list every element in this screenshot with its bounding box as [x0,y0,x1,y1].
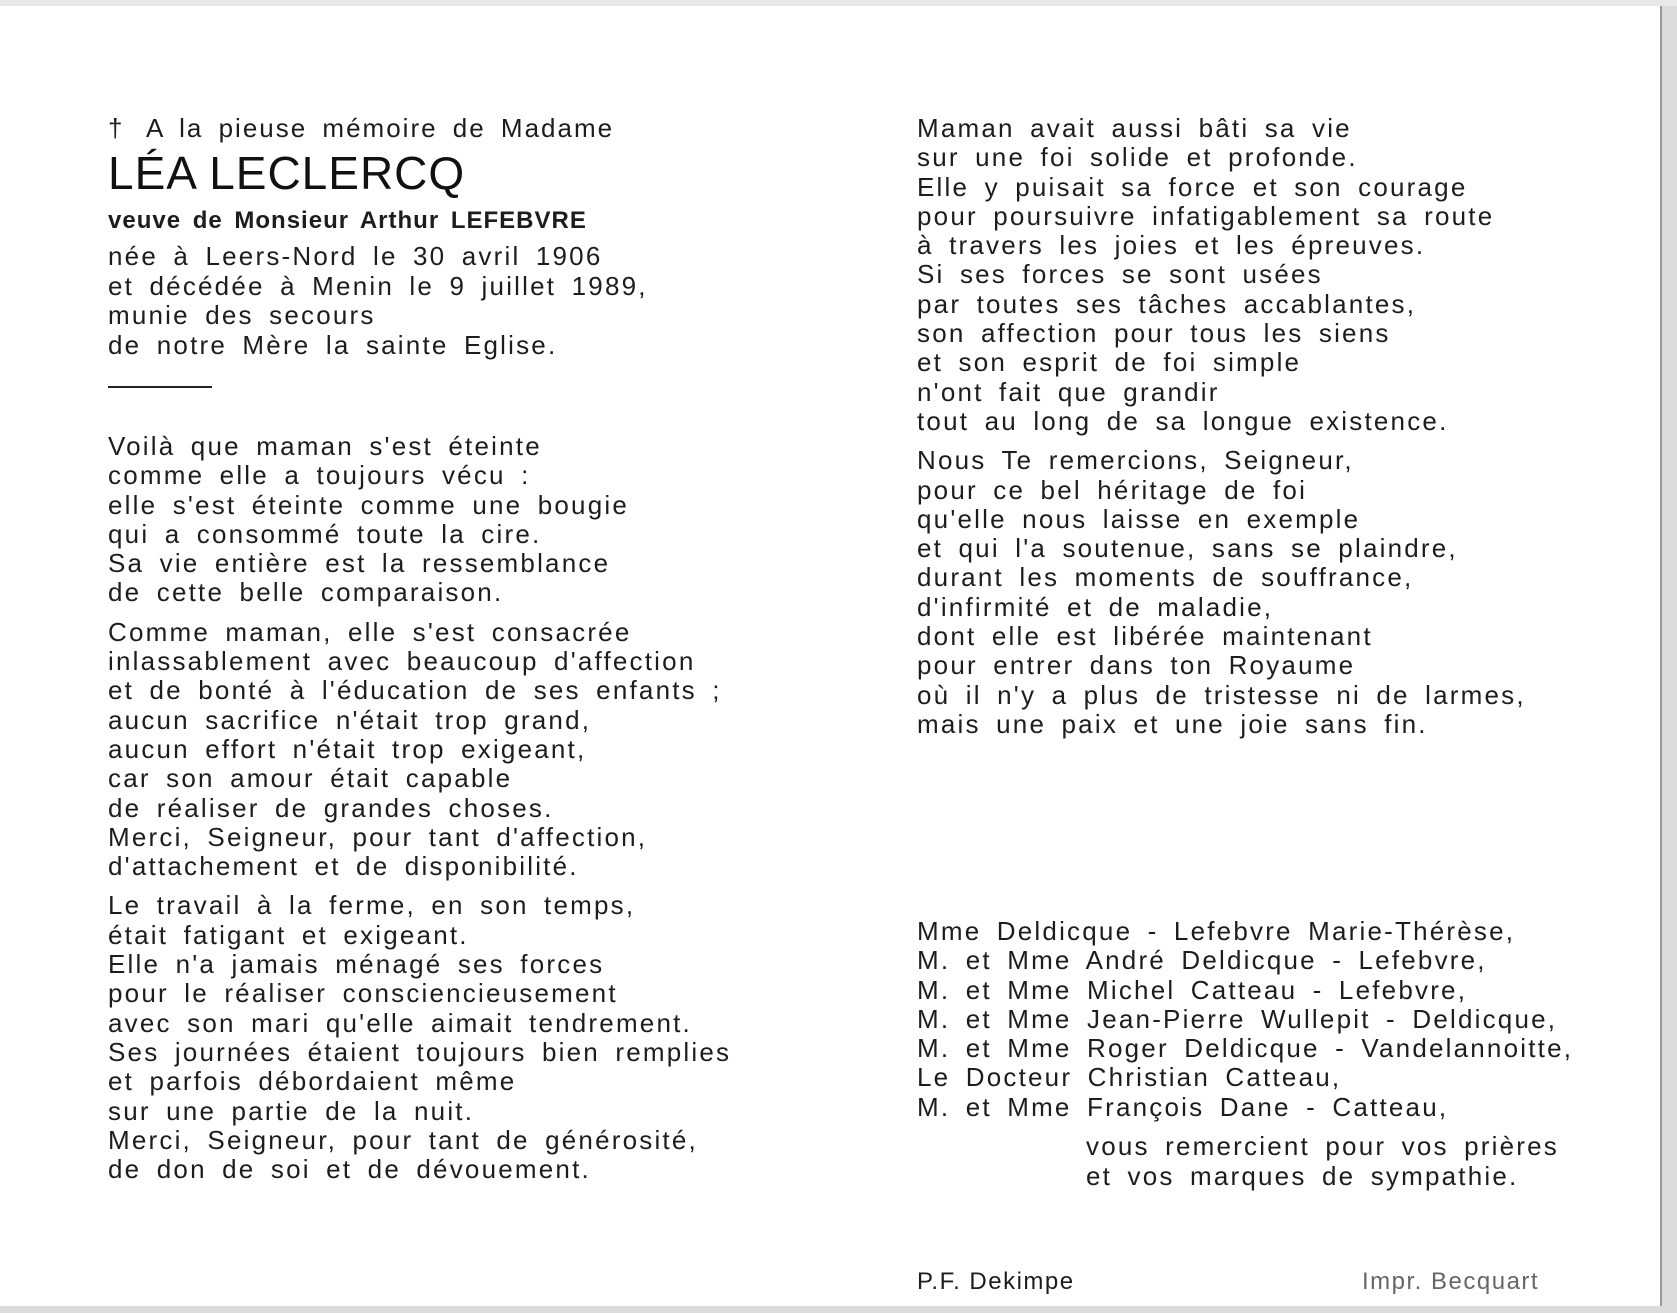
text-line: comme elle a toujours vécu : [108,460,531,491]
cross-icon: † [108,113,125,143]
text-line: de don de soi et de dévouement. [108,1154,591,1185]
text-line: sur une partie de la nuit. [108,1095,475,1126]
text-line: et qui l'a soutenue, sans se plaindre, [917,533,1458,564]
text-line: Nous Te remercions, Seigneur, [917,445,1354,476]
family-member: Le Docteur Christian Catteau, [917,1062,1342,1093]
text-line: Le travail à la ferme, en son temps, [108,890,636,921]
left-paragraph-3 [108,891,748,1184]
text-line: et de bonté à l'éducation de ses enfants ; [108,675,722,706]
widow-line: veuve de Monsieur Arthur LEFEBVRE [108,207,587,234]
family-member: M. et Mme Jean-Pierre Wullepit - Deldicque, [917,1003,1558,1034]
text-line: Voilà que maman s'est éteinte [108,431,542,461]
text-line: avec son mari qu'elle aimait tendrement. [108,1007,692,1038]
text-line: son affection pour tous les siens [917,318,1391,349]
thanks-line: vous remercient pour vos prières [1086,1131,1559,1161]
text-line: qui a consommé toute la cire. [108,518,542,549]
family-member: M. et Mme André Deldicque - Lefebvre, [917,945,1487,976]
family-member: M. et Mme François Dane - Catteau, [917,1091,1449,1122]
text-line: d'infirmité et de maladie, [917,591,1274,622]
family-member: Mme Deldicque - Lefebvre Marie-Thérèse, [917,916,1516,946]
birth-death-dates [108,242,748,360]
text-line: sur une foi solide et profonde. [917,142,1358,173]
date-line: munie des secours [108,300,376,330]
thanks-message [1086,1132,1559,1191]
printer-credit: Impr. Becquart [1362,1268,1540,1295]
date-line: de notre Mère la sainte Eglise. [108,329,558,360]
text-line: Elle y puisait sa force et son courage [917,171,1468,202]
text-line: à travers les joies et les épreuves. [917,230,1426,261]
text-line: durant les moments de souffrance, [917,562,1414,593]
text-line: était fatigant et exigeant. [108,919,469,950]
left-paragraph-1 [108,432,748,608]
text-line: pour le réaliser consciencieusement [108,978,618,1009]
date-line: née à Leers-Nord le 30 avril 1906 [108,241,603,271]
text-line: de réaliser de grandes choses. [108,792,554,823]
text-line: pour poursuivre infatigablement sa route [917,200,1495,231]
text-line: n'ont fait que grandir [917,376,1220,407]
text-line: Si ses forces se sont usées [917,259,1323,290]
text-line: et parfois débordaient même [108,1066,517,1097]
right-paragraph-1 [917,114,1637,436]
text-line: car son amour était capable [108,763,513,794]
text-line: aucun effort n'était trop exigeant, [108,733,587,764]
thanks-line: et vos marques de sympathie. [1086,1160,1519,1191]
text-line: par toutes ses tâches accablantes, [917,288,1417,319]
text-line: de cette belle comparaison. [108,577,504,608]
left-paragraph-2 [108,618,748,882]
text-line: inlassablement avec beaucoup d'affection [108,646,696,677]
date-line: et décédée à Menin le 9 juillet 1989, [108,270,648,301]
text-line: Ses journées étaient toujours bien remplies [108,1036,732,1067]
text-line: mais une paix et une joie sans fin. [917,708,1428,739]
right-column [917,114,1637,749]
text-line: Merci, Seigneur, pour tant de générosité, [108,1124,698,1155]
right-paragraph-2 [917,446,1637,739]
left-column [108,112,748,1194]
text-line: Maman avait aussi bâti sa vie [917,113,1352,143]
text-line: dont elle est libérée maintenant [917,621,1373,652]
funeral-home-credit: P.F. Dekimpe [917,1268,1075,1295]
text-line: elle s'est éteinte comme une bougie [108,489,629,520]
text-line: pour ce bel héritage de foi [917,474,1308,505]
text-line: aucun sacrifice n'était trop grand, [108,704,592,735]
memorial-text: A la pieuse mémoire de Madame [146,113,615,143]
text-line: Elle n'a jamais ménagé ses forces [108,949,605,980]
divider-rule [108,386,212,388]
family-member: M. et Mme Roger Deldicque - Vandelannoitte, [917,1033,1574,1064]
family-list [917,917,1573,1122]
family-member: M. et Mme Michel Catteau - Lefebvre, [917,974,1468,1005]
text-line: pour entrer dans ton Royaume [917,650,1356,681]
text-line: et son esprit de foi simple [917,347,1302,378]
text-line: d'attachement et de disponibilité. [108,851,579,882]
memorial-line [108,112,748,144]
text-line: Comme maman, elle s'est consacrée [108,616,632,647]
text-line: tout au long de sa longue existence. [917,405,1449,436]
text-line: où il n'y a plus de tristesse ni de larmes, [917,679,1526,710]
deceased-name: LÉA LECLERCQ [108,147,466,199]
text-line: Merci, Seigneur, pour tant d'affection, [108,821,648,852]
text-line: Sa vie entière est la ressemblance [108,548,611,579]
text-line: qu'elle nous laisse en exemple [917,503,1361,534]
